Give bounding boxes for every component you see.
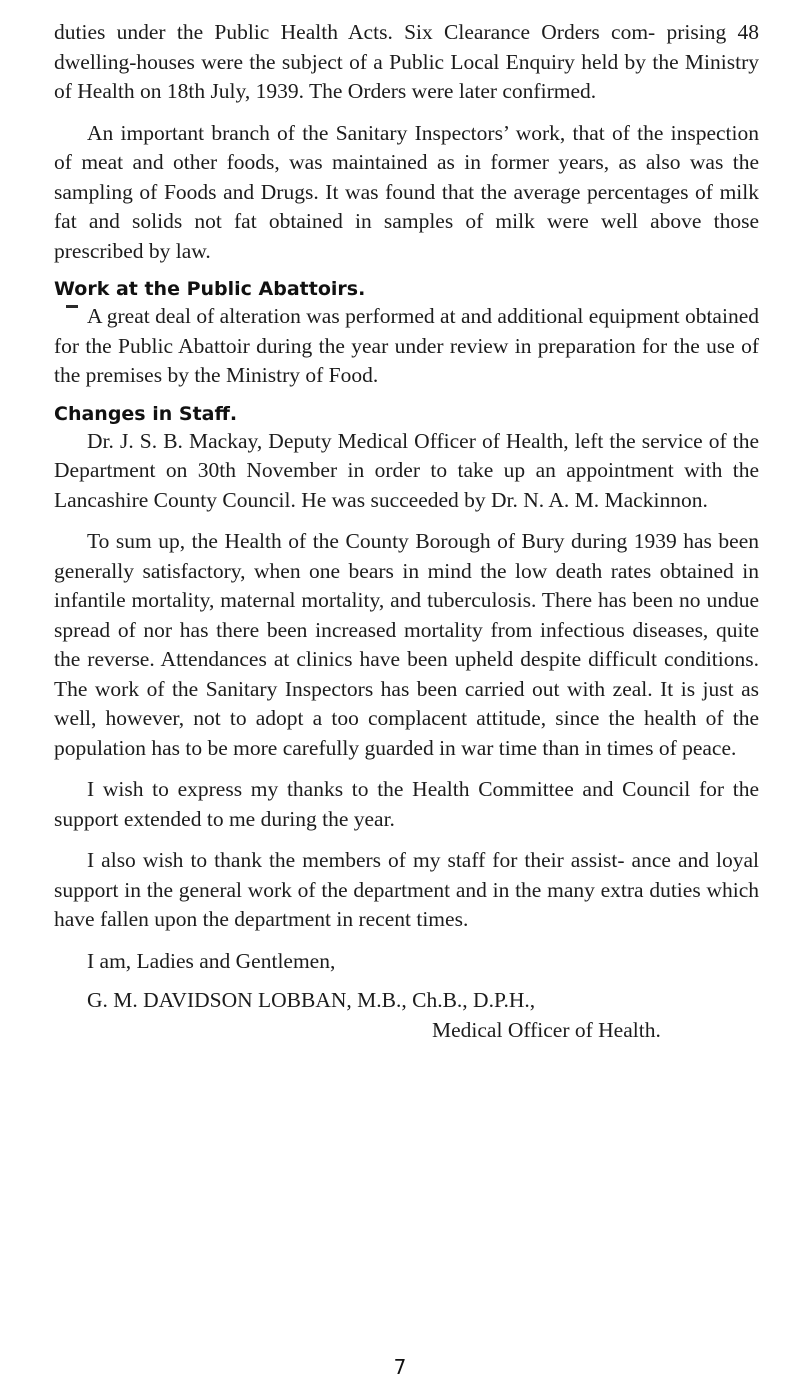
document-page	[54, 18, 759, 1045]
heading-changes-in-staff: Changes in Staff.	[54, 402, 238, 425]
page-number: 7	[393, 1355, 407, 1379]
signature-title: Medical Officer of Health.	[432, 1017, 661, 1042]
closing-salutation: I am, Ladies and Gentlemen,	[87, 948, 336, 973]
paragraph-clearance-orders: duties under the Public Health Acts. Six Clearance Orders com- prising 48 dwelling-houses were the subject of a Public Local Enquiry held by the Ministry of Health on 18th July, 1939. The Orders were later confirmed.	[54, 20, 759, 103]
paragraph-inspection: An important branch of the Sanitary Inspectors’ work, that of the inspection of meat and other foods, was maintained as in former years, as also was the sampling of Foods and Drugs. It was found that the average percentages of milk fat and solids not fat obtained in samples of milk were well above those prescribed by law.	[54, 120, 759, 263]
signature-block	[54, 986, 759, 1045]
heading-public-abattoirs: Work at the Public Abattoirs.	[54, 278, 366, 300]
paragraph-abattoirs: A great deal of alteration was performed at and additional equipment obtained for the Public Abattoir during the year under review in preparation for the use of the premises by the Ministry of Food.	[54, 304, 759, 387]
signature-name: G. M. DAVIDSON LOBBAN, M.B., Ch.B., D.P.H.,	[87, 988, 536, 1012]
paragraph-thanks-staff: I also wish to thank the members of my staff for their assist- ance and loyal support in the general work of the department and in the many extra duties which have fallen upon the department in recent times.	[54, 848, 759, 931]
paragraph-staff-changes: Dr. J. S. B. Mackay, Deputy Medical Officer of Health, left the service of the Department on 30th November in order to take up an appointment with the Lancashire County Council. He was succeeded by Dr. N. A. M. Mackinnon.	[54, 428, 759, 512]
paragraph-summary: To sum up, the Health of the County Borough of Bury during 1939 has been generally satisfactory, when one bears in mind the low death rates obtained in infantile mortality, maternal mortality, and tuberculosis. There has been no undue spread of nor has there been increased mortality from infectious diseases, quite the reverse. Attendances at clinics have been upheld despite difficult conditions. The work of the Sanitary Inspectors has been carried out with zeal. It is just as well, however, not to adopt a too complacent attitude, since the health of the population has to be more carefully guarded in war time than in times of peace.	[54, 529, 759, 760]
paragraph-thanks-committee: I wish to express my thanks to the Health Committee and Council for the support extended to me during the year.	[54, 777, 759, 831]
